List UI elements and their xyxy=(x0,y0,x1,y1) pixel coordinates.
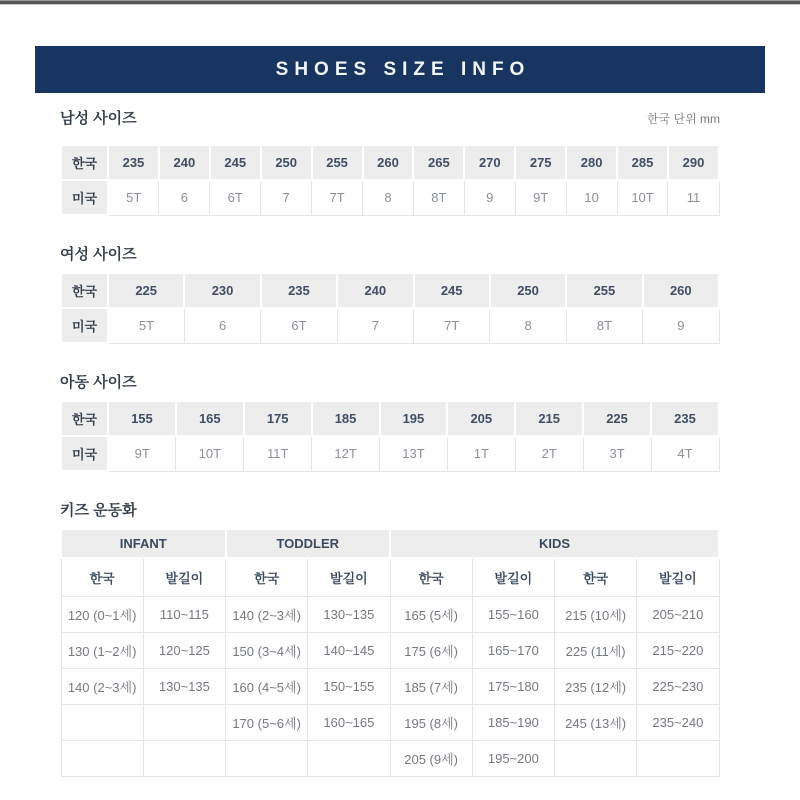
us-size-cell: 4T xyxy=(651,436,719,471)
top-divider xyxy=(0,0,800,5)
korea-size-cell: 170 (5~6세) xyxy=(226,704,308,740)
us-size-cell: 7T xyxy=(414,308,490,343)
korea-size-cell: 260 xyxy=(363,145,414,180)
korea-size-cell: 205 (9세) xyxy=(390,740,472,776)
us-size-cell: 5T xyxy=(108,180,159,215)
age-group-header-infant: INFANT xyxy=(61,529,226,558)
korea-size-cell: 230 xyxy=(184,273,260,308)
foot-length-cell: 120~125 xyxy=(143,632,225,668)
foot-length-cell: 185~190 xyxy=(472,704,554,740)
us-size-cell: 8 xyxy=(490,308,566,343)
women-section-header xyxy=(60,246,720,264)
foot-length-cell xyxy=(637,740,719,776)
korea-size-cell: 245 xyxy=(414,273,490,308)
unit-note: 한국 단위 mm xyxy=(646,112,720,126)
us-size-cell: 10T xyxy=(617,180,668,215)
foot-length-cell: 235~240 xyxy=(637,704,719,740)
korea-size-cell: 255 xyxy=(312,145,363,180)
foot-length-cell: 165~170 xyxy=(472,632,554,668)
foot-length-cell xyxy=(308,740,390,776)
korea-size-cell: 235 xyxy=(261,273,337,308)
foot-length-cell: 155~160 xyxy=(472,596,554,632)
foot-length-cell xyxy=(143,704,225,740)
korea-size-cell: 240 xyxy=(159,145,210,180)
us-size-cell: 8T xyxy=(413,180,464,215)
korea-size-cell: 250 xyxy=(490,273,566,308)
us-size-cell: 9T xyxy=(108,436,176,471)
us-size-cell: 7 xyxy=(261,180,312,215)
us-size-cell: 2T xyxy=(515,436,583,471)
us-size-cell: 1T xyxy=(447,436,515,471)
us-size-cell: 10T xyxy=(176,436,244,471)
korea-size-cell: 155 xyxy=(108,401,176,436)
us-size-cell: 12T xyxy=(312,436,380,471)
foot-length-cell: 140~145 xyxy=(308,632,390,668)
foot-length-cell: 205~210 xyxy=(637,596,719,632)
row-label-korea: 한국 xyxy=(61,273,108,308)
korea-size-cell: 195 xyxy=(380,401,448,436)
korea-size-cell: 140 (2~3세) xyxy=(61,668,143,704)
men-section-header xyxy=(60,110,720,128)
row-label-us: 미국 xyxy=(61,436,108,471)
korea-size-cell: 225 xyxy=(108,273,184,308)
us-size-cell: 11T xyxy=(244,436,312,471)
korea-size-cell: 270 xyxy=(464,145,515,180)
foot-length-cell: 130~135 xyxy=(143,668,225,704)
korea-size-cell: 150 (3~4세) xyxy=(226,632,308,668)
page-title: SHOES SIZE INFO xyxy=(275,58,531,80)
us-size-cell: 7T xyxy=(312,180,363,215)
women-size-table xyxy=(60,272,720,344)
us-size-cell: 3T xyxy=(583,436,651,471)
korea-size-cell: 205 xyxy=(447,401,515,436)
us-size-cell: 8T xyxy=(566,308,642,343)
korea-size-cell: 245 xyxy=(210,145,261,180)
foot-length-cell: 160~165 xyxy=(308,704,390,740)
row-label-korea: 한국 xyxy=(61,401,108,436)
korea-size-cell: 165 (5세) xyxy=(390,596,472,632)
us-size-cell: 6T xyxy=(261,308,337,343)
us-size-cell: 9T xyxy=(515,180,566,215)
row-label-us: 미국 xyxy=(61,180,108,215)
men-size-table xyxy=(60,144,720,216)
us-size-cell: 7 xyxy=(337,308,413,343)
korea-size-cell: 235 (12세) xyxy=(555,668,637,704)
us-size-cell: 6T xyxy=(210,180,261,215)
foot-length-cell: 195~200 xyxy=(472,740,554,776)
korea-size-cell: 175 (6세) xyxy=(390,632,472,668)
korea-size-cell: 160 (4~5세) xyxy=(226,668,308,704)
col-header-korea: 한국 xyxy=(226,558,308,596)
korea-size-cell: 255 xyxy=(566,273,642,308)
foot-length-cell: 225~230 xyxy=(637,668,719,704)
korea-size-cell: 225 (11세) xyxy=(555,632,637,668)
section-title-men: 남성 사이즈 xyxy=(60,110,137,127)
foot-length-cell: 110~115 xyxy=(143,596,225,632)
korea-size-cell xyxy=(61,740,143,776)
korea-size-cell: 290 xyxy=(668,145,719,180)
korea-size-cell: 140 (2~3세) xyxy=(226,596,308,632)
children-section-header xyxy=(60,374,720,392)
korea-size-cell xyxy=(555,740,637,776)
korea-size-cell: 130 (1~2세) xyxy=(61,632,143,668)
age-group-header-toddler: TODDLER xyxy=(226,529,391,558)
col-header-foot-length: 발길이 xyxy=(472,558,554,596)
korea-size-cell: 265 xyxy=(413,145,464,180)
us-size-cell: 5T xyxy=(108,308,184,343)
us-size-cell: 10 xyxy=(566,180,617,215)
row-label-us: 미국 xyxy=(61,308,108,343)
col-header-korea: 한국 xyxy=(390,558,472,596)
korea-size-cell xyxy=(226,740,308,776)
korea-size-cell: 285 xyxy=(617,145,668,180)
korea-size-cell: 185 xyxy=(312,401,380,436)
us-size-cell: 9 xyxy=(643,308,719,343)
korea-size-cell: 245 (13세) xyxy=(555,704,637,740)
korea-size-cell: 275 xyxy=(515,145,566,180)
foot-length-cell: 215~220 xyxy=(637,632,719,668)
foot-length-cell xyxy=(143,740,225,776)
korea-size-cell: 280 xyxy=(566,145,617,180)
col-header-korea: 한국 xyxy=(555,558,637,596)
age-group-header-kids: KIDS xyxy=(390,529,719,558)
kids-sneakers-size-table xyxy=(60,528,720,777)
col-header-korea: 한국 xyxy=(61,558,143,596)
korea-size-cell: 215 (10세) xyxy=(555,596,637,632)
korea-size-cell xyxy=(61,704,143,740)
korea-size-cell: 225 xyxy=(583,401,651,436)
col-header-foot-length: 발길이 xyxy=(308,558,390,596)
kids-shoes-section-header xyxy=(60,502,720,520)
korea-size-cell: 235 xyxy=(651,401,719,436)
col-header-foot-length: 발길이 xyxy=(637,558,719,596)
korea-size-cell: 120 (0~1세) xyxy=(61,596,143,632)
korea-size-cell: 165 xyxy=(176,401,244,436)
section-title-women: 여성 사이즈 xyxy=(60,246,137,263)
korea-size-cell: 240 xyxy=(337,273,413,308)
section-title-kids-shoes: 키즈 운동화 xyxy=(60,502,137,519)
col-header-foot-length: 발길이 xyxy=(143,558,225,596)
foot-length-cell: 150~155 xyxy=(308,668,390,704)
row-label-korea: 한국 xyxy=(61,145,108,180)
us-size-cell: 8 xyxy=(363,180,414,215)
korea-size-cell: 195 (8세) xyxy=(390,704,472,740)
korea-size-cell: 175 xyxy=(244,401,312,436)
us-size-cell: 9 xyxy=(464,180,515,215)
us-size-cell: 13T xyxy=(380,436,448,471)
korea-size-cell: 260 xyxy=(643,273,719,308)
children-size-table xyxy=(60,400,720,472)
korea-size-cell: 185 (7세) xyxy=(390,668,472,704)
foot-length-cell: 175~180 xyxy=(472,668,554,704)
content-area xyxy=(60,110,720,777)
us-size-cell: 6 xyxy=(184,308,260,343)
title-banner xyxy=(35,46,765,93)
foot-length-cell: 130~135 xyxy=(308,596,390,632)
us-size-cell: 11 xyxy=(668,180,719,215)
us-size-cell: 6 xyxy=(159,180,210,215)
section-title-children: 아동 사이즈 xyxy=(60,374,137,391)
korea-size-cell: 235 xyxy=(108,145,159,180)
korea-size-cell: 250 xyxy=(261,145,312,180)
korea-size-cell: 215 xyxy=(515,401,583,436)
